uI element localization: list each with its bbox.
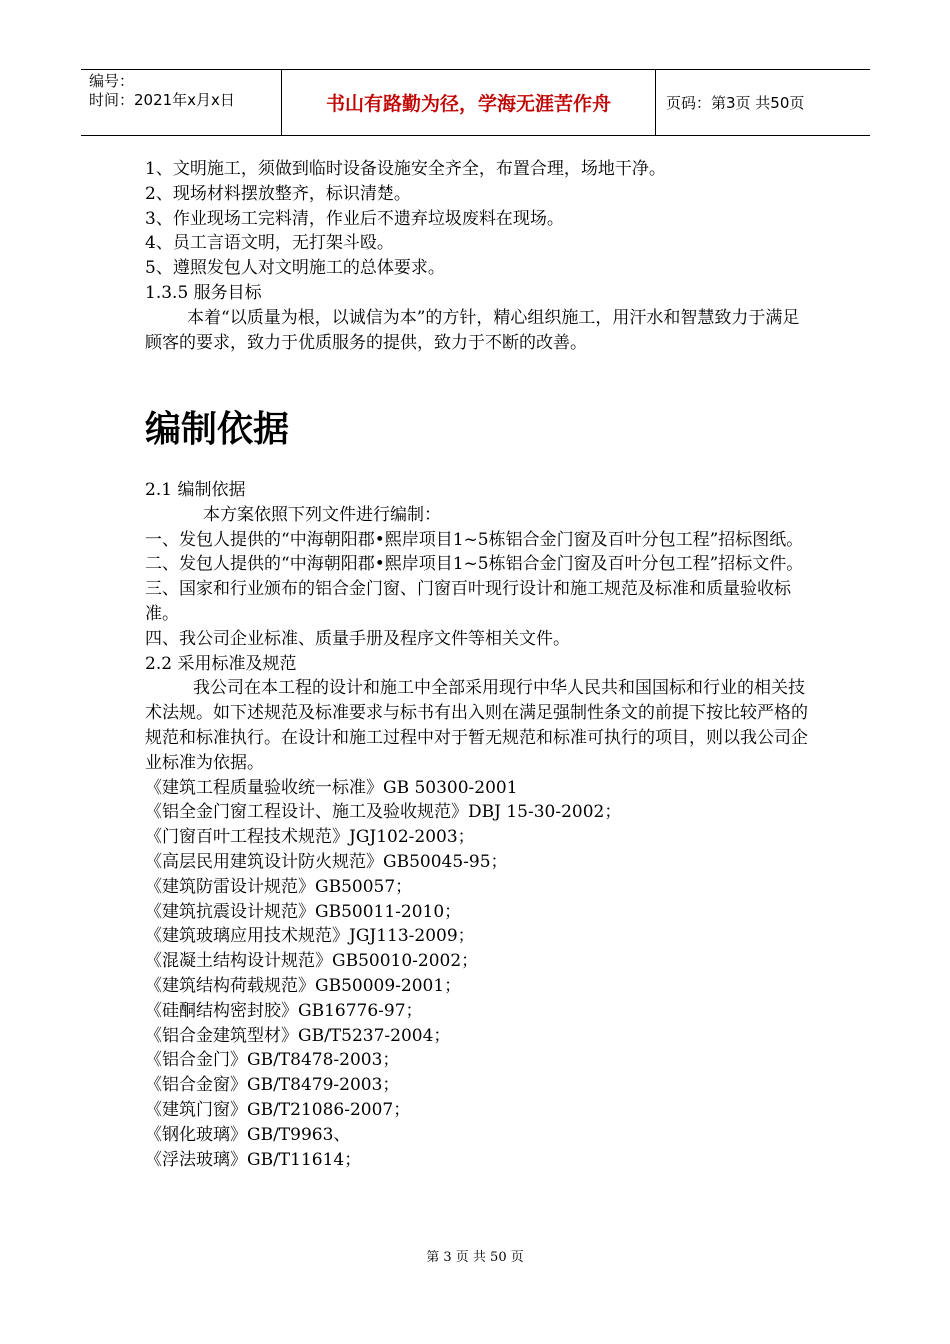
list-item: 2、现场材料摆放整齐，标识清楚。: [145, 183, 411, 204]
list-item: 三、国家和行业颁布的铝合金门窗、门窗百叶现行设计和施工规范及标准和质量验收标准。: [145, 579, 791, 624]
service-goal-paragraph: 本着“以质量为根，以诚信为本”的方针，精心组织施工，用汗水和智慧致力于满足顾客的要求，致力于优质服务的提供，致力于不断的改善。: [145, 307, 800, 353]
standard-item: 《铝合金建筑型材》GB/T5237-2004；: [145, 1025, 451, 1046]
standard-item: 《铝全金门窗工程设计、施工及验收规范》DBJ 15-30-2002；: [145, 802, 622, 823]
intro-paragraph: 本方案依照下列文件进行编制：: [203, 504, 441, 525]
time-label: 时间：2021年x月x日: [89, 91, 235, 109]
standard-item: 《建筑抗震设计规范》GB50011-2010；: [145, 901, 462, 922]
standard-item: 《建筑玻璃应用技术规范》JGJ113-2009；: [145, 926, 475, 947]
standard-item: 《混凝土结构设计规范》GB50010-2002；: [145, 951, 479, 972]
subheading: 2.2 采用标准及规范: [145, 653, 297, 674]
standard-item: 《建筑结构荷载规范》GB50009-2001；: [145, 975, 462, 996]
standard-item: 《铝合金门》GB/T8478-2003；: [145, 1050, 400, 1071]
section-1: [145, 157, 815, 355]
standard-item: 《高层民用建筑设计防火规范》GB50045-95；: [145, 851, 508, 872]
page-header: [81, 69, 870, 136]
header-meta: [81, 70, 281, 135]
standard-item: 《浮法玻璃》GB/T11614；: [145, 1149, 362, 1170]
list-item: 二、发包人提供的“中海朝阳郡•熙岸项目1~5栋铝合金门窗及百叶分包工程”招标文件。: [145, 554, 804, 575]
subheading: 1.3.5 服务目标: [145, 282, 262, 303]
header-motto: 书山有路勤为径，学海无涯苦作舟: [281, 70, 656, 135]
subheading: 2.1 编制依据: [145, 480, 246, 500]
standards-paragraph: 我公司在本工程的设计和施工中全部采用现行中华人民共和国国标和行业的相关技术法规。如下述规范及标准要求与标书有出入则在满足强制性条文的前提下按比较严格的规范和标准执行。在设计和施工过程中对于暂无规范和标准可执行的项目，则以我公司企业标准为依据。: [145, 678, 808, 773]
standard-item: 《建筑防雷设计规范》GB50057；: [145, 876, 413, 897]
list-item: 四、我公司企业标准、质量手册及程序文件等相关文件。: [145, 628, 570, 649]
header-page-code: 页码：第3页 共50页: [666, 94, 805, 112]
list-item: 1、文明施工，须做到临时设备设施安全齐全，布置合理，场地干净。: [145, 159, 666, 179]
standard-item: 《硅酮结构密封胶》GB16776-97；: [145, 1000, 423, 1021]
list-item: 3、作业现场工完料清，作业后不遗弃垃圾废料在现场。: [145, 208, 564, 229]
page-footer: 第 3 页 共 50 页: [426, 1250, 524, 1265]
list-item: 5、遵照发包人对文明施工的总体要求。: [145, 258, 445, 279]
number-label: 编号：: [89, 72, 135, 90]
standard-item: 《建筑门窗》GB/T21086-2007；: [145, 1099, 411, 1120]
standard-item: 《门窗百叶工程技术规范》JGJ102-2003；: [145, 827, 475, 848]
list-item: 4、员工言语文明，无打架斗殴。: [145, 233, 394, 254]
section-2: [145, 478, 815, 1172]
standard-item: 《钢化玻璃》GB/T9963、: [145, 1124, 351, 1145]
standard-item: 《铝合金窗》GB/T8479-2003；: [145, 1075, 400, 1096]
standard-item: 《建筑工程质量验收统一标准》GB 50300-2001: [145, 777, 518, 798]
page-heading: 编制依据: [145, 409, 290, 450]
list-item: 一、发包人提供的“中海朝阳郡•熙岸项目1~5栋铝合金门窗及百叶分包工程”招标图纸。: [145, 529, 804, 550]
